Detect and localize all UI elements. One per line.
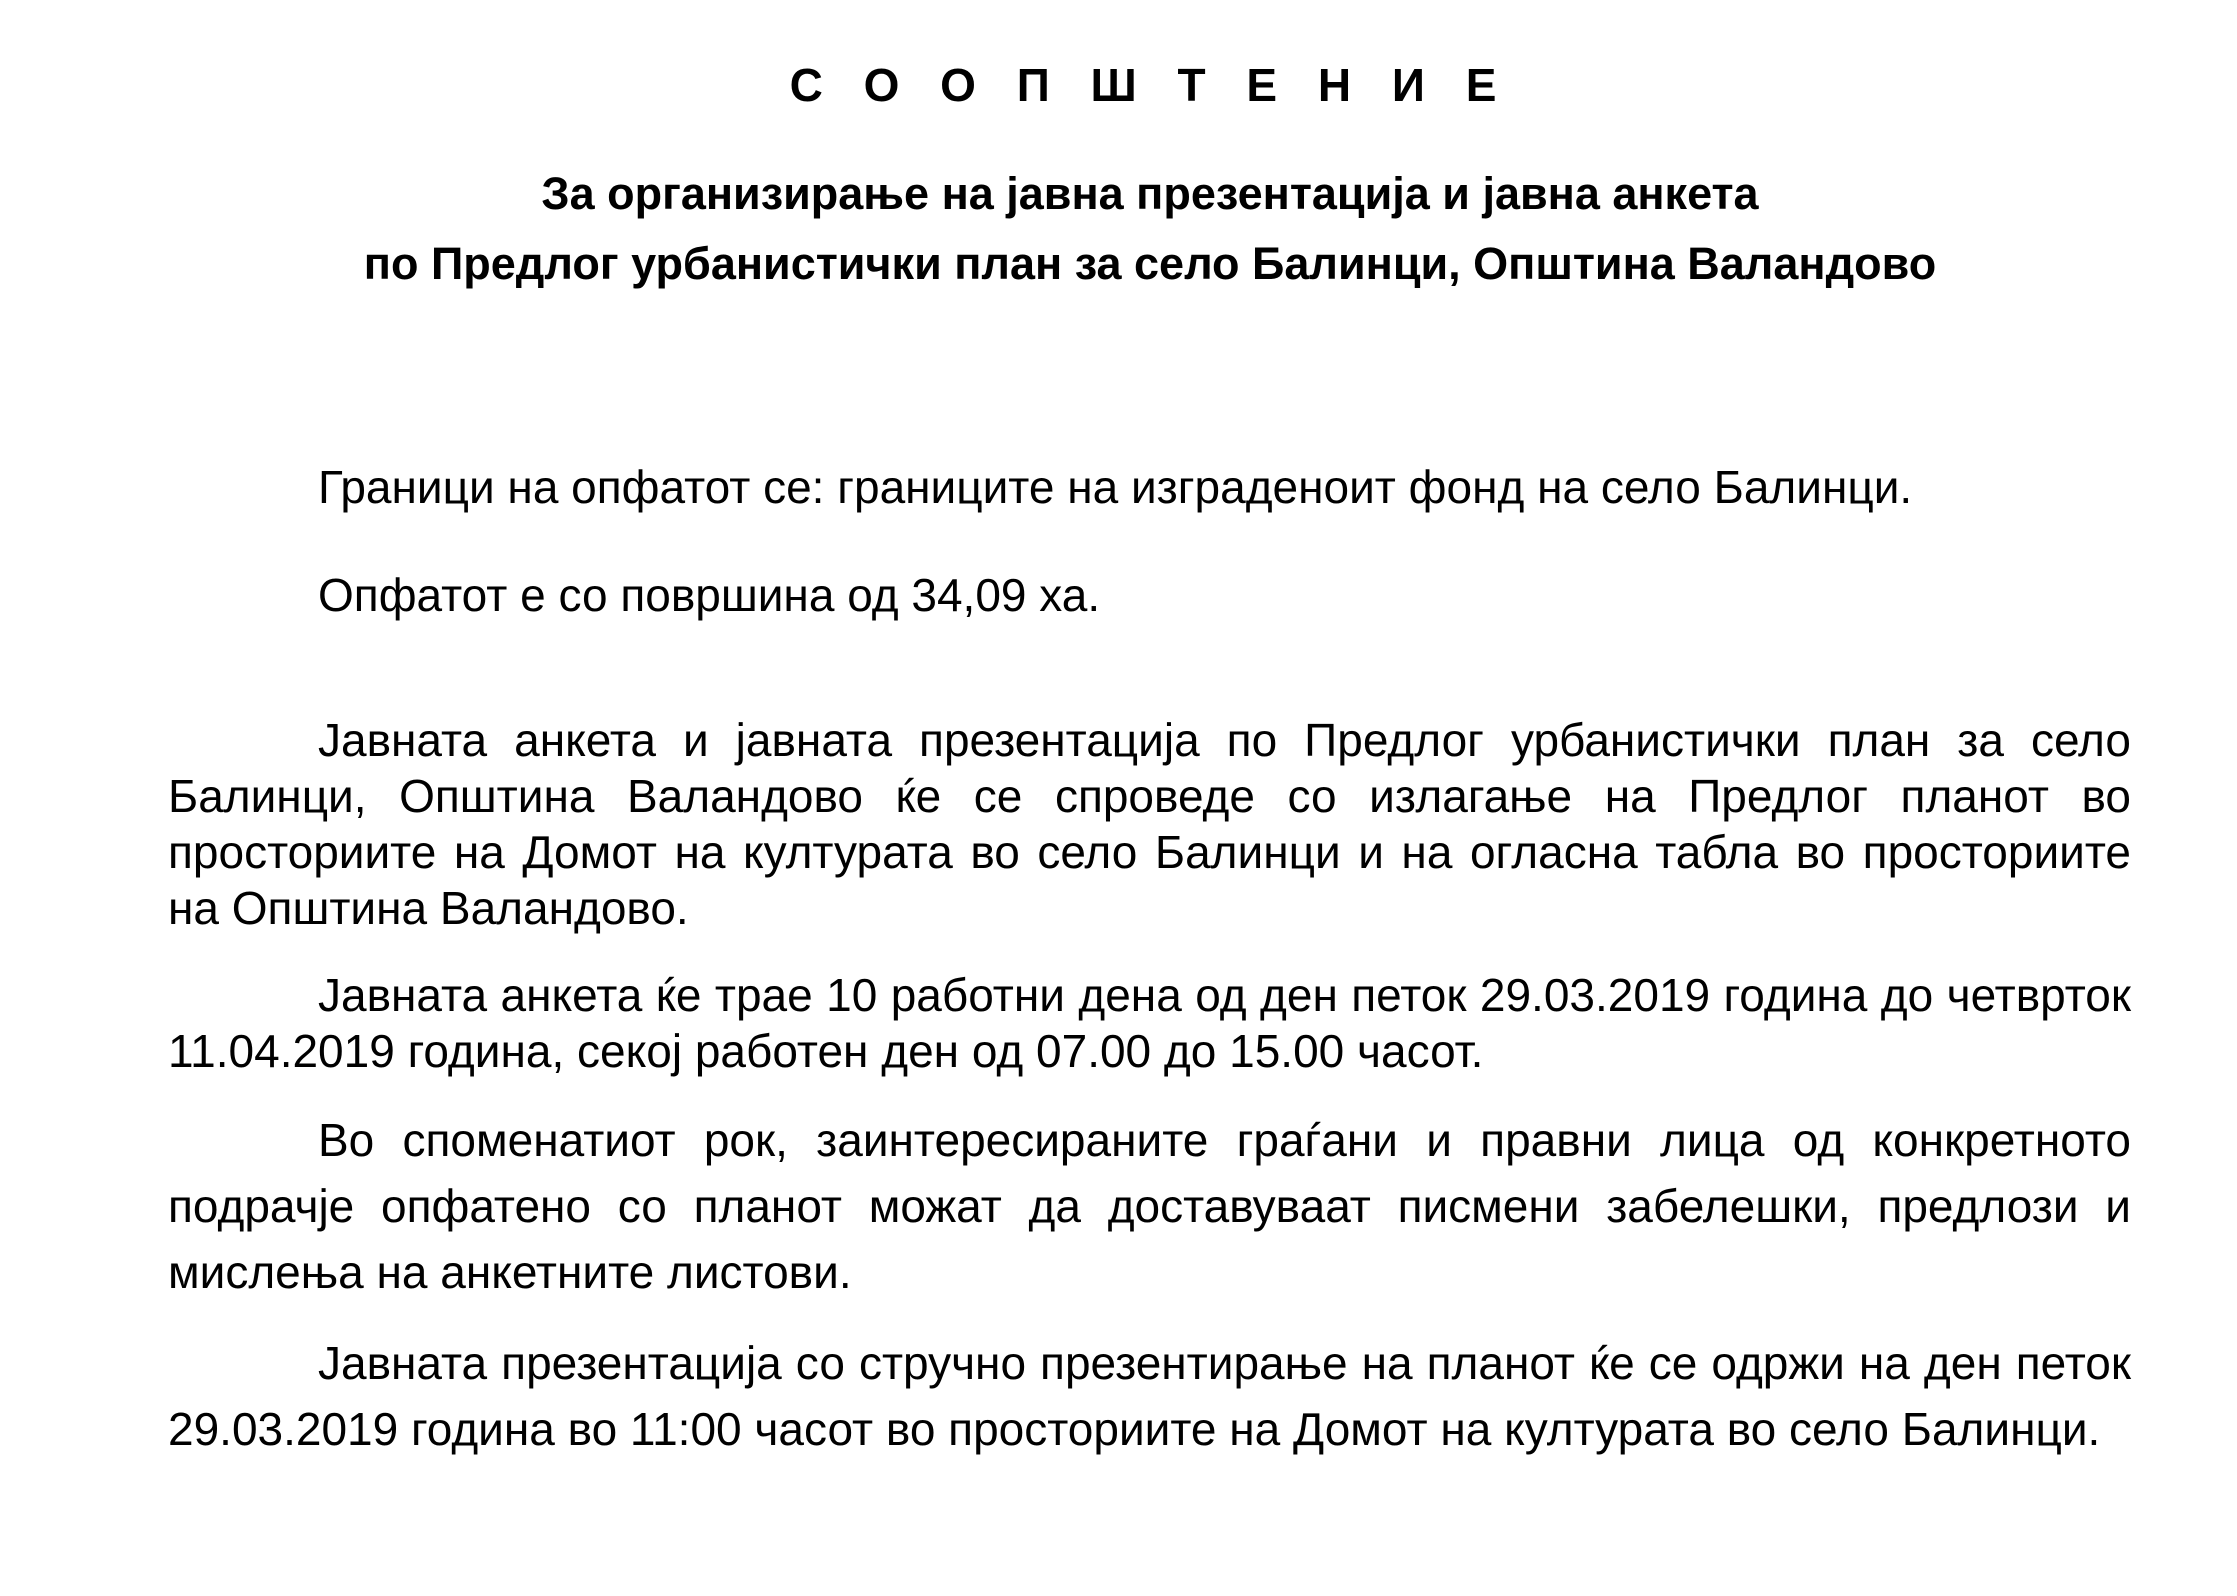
paragraph-presentation: Јавната презентација со стручно презентирање на планот ќе се одржи на ден петок 29.03.2019 година во 11:00 часот во просториите на Домот на културата во село Балинци.	[168, 1337, 2131, 1455]
paragraph-area: Опфатот е со површина од 34,09 ха.	[318, 569, 1101, 621]
document-subtitle-line-1: За организирање на јавна презентација и јавна анкета	[541, 168, 1759, 219]
document-title: С О О П Ш Т Е Н И Е	[789, 59, 1511, 111]
paragraph-boundaries: Граници на опфатот се: границите на изграденоит фонд на село Балинци.	[318, 461, 1913, 513]
paragraph-submissions: Во споменатиот рок, заинтересираните граѓани и правни лица од конкретното подрачје опфатено со планот можат да доставуваат писмени забелешки, предлози и мислења на анкетните листови.	[168, 1114, 2131, 1298]
paragraph-survey-location: Јавната анкета и јавната презентација по Предлог урбанистички план за село Балинци, Општина Валандово ќе се спроведе со излагање на Предлог планот во просториите на Домот на културата во село Балинци и на огласна табла во просториите на Општина Валандово.	[168, 714, 2131, 934]
paragraph-survey-duration: Јавната анкета ќе трае 10 работни дена од ден петок 29.03.2019 година до четврток 11.04.2019 година, секој работен ден од 07.00 до 15.00 часот.	[168, 969, 2131, 1077]
document-subtitle-line-2: по Предлог урбанистички план за село Балинци, Општина Валандово	[363, 238, 1937, 289]
